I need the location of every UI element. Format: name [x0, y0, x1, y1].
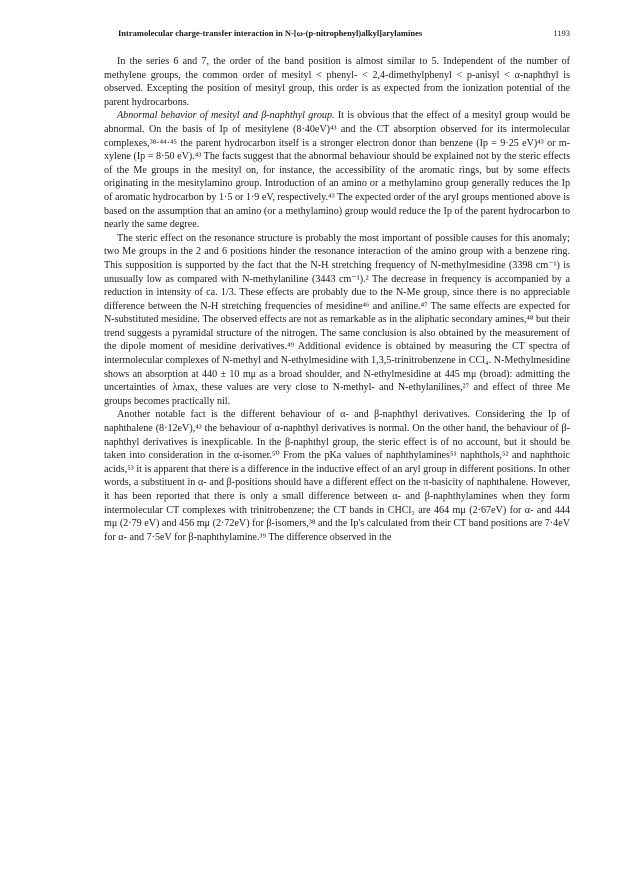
article-body: [104, 55, 570, 544]
running-header-title: Intramolecular charge-transfer interaction in N-[ω-(p-nitrophenyl)alkyl]arylamines: [118, 28, 423, 38]
paragraph-steric-effect: The steric effect on the resonance structure is probably the most important of possible causes for this anomaly; two Me groups in the 2 and 6 positions hinder the resonance interaction of the amino group with a benzene ring. This supposition is supported by the fact that the N-H stretching frequency of N-methylmesidine (3398 cm⁻¹) is unusually low as compared with N-methylaniline (3443 cm⁻¹).² The decrease in frequency is accompanied by a reduction in intensity of ca. 1/3. These effects are probably due to the N-Me group, since there is no appreciable difference between the N-H stretching frequencies of mesidine⁴⁶ and aniline.⁴⁷ The same effects are expected for N-substituted mesidine. The observed effects are not as remarkable as in the aliphatic secondary amines,⁴⁸ but their trend suggests a pyramidal structure of the nitrogen. The same conclusion is also obtained by the measurement of the dipole moment of mesidine derivatives.⁴⁹ Additional evidence is obtained by measuring the CT spectra of intermolecular complexes of N-methyl and N-ethylmesidine with 1,3,5-trinitrobenzene in CCl₄. N-Methylmesidine shows an absorption at 440 ± 10 mμ as a broad shoulder, and N-ethylmesidine at 445 mμ (broad): admitting the uncertainties of λmax, these values are very close to N-methyl- and N-ethylanilines,²⁷ and effect of three Me groups becomes practically nil.: [104, 232, 570, 407]
paragraph-abnormal-behavior: [104, 109, 570, 231]
section-run-in-heading: Abnormal behavior of mesityl and β-naphthyl group.: [117, 110, 335, 122]
page-number: 1193: [553, 28, 570, 38]
paragraph-text: It is obvious that the effect of a mesityl group would be abnormal. On the basis of Ip of mesitylene (8·40eV)⁴³ and the CT absorption observed for its intermolecular complexes,³⁸·⁴⁴·⁴⁵ the parent hydrocarbon itself is a stronger electron donor than benzene (Ip = 9·25 eV)⁴³ or m-xylene (Ip = 8·50 eV).⁴³ The facts suggest that the abnormal behaviour should be explained not by the steric effects of the Me groups in the mesityl on, for instance, the accessibility of the aromatic rings, but by some effects originating in the mesitylamino group. Introduction of an amino or a methylamino group generally reduces the Ip of aromatic hydrocarbon by 1·5 or 1·9 eV, respectively.⁴³ The expected order of the aryl groups mentioned above is based on the assumption that an amino (or a methylamino) group would reduce the Ip of the parent hydrocarbon to nearly the same degree.: [104, 110, 570, 231]
running-header: [104, 26, 570, 40]
paragraph-naphthyl-derivatives: Another notable fact is the different behaviour of α- and β-naphthyl derivatives. Considering the Ip of naphthalene (8·12eV),⁴³ the behaviour of α-naphthyl derivatives is normal. On the other hand, the behaviour of β-naphthyl derivatives is inexplicable. In the β-naphthyl group, the steric effect is of no account, but it should be taken into consideration in the α-isomer.⁵⁰ From the pKa values of naphthylamines⁵¹ naphthols,⁵² and naphthoic acids,⁵³ it is apparent that there is a difference in the inductive effect of an aryl group in different positions. In other words, a substituent in α- and β-positions should have a different effect on the π-basicity of naphthalene. However, it has been reported that there is only a small difference between α- and β-naphthylamines when they form intermolecular CT complexes with trinitrobenzene; the CT bands in CHCl₃ are 464 mμ (2·67eV) for α- and 444 mμ (2·79 eV) and 456 mμ (2·72eV) for β-isomers,³⁸ and the Ip's calculated from their CT band positions are 7·4eV for α- and 7·5eV for β-naphthylamine.³⁹ The difference observed in the: [104, 409, 570, 543]
paragraph-band-order: In the series 6 and 7, the order of the band position is almost similar to 5. Independent of the number of methylene groups, the common order of mesityl < phenyl- < 2,4-dimethylphenyl < p-anisyl < α-naphthyl is observed. Excepting the position of mesityl group, this order is as expected from the ionization potential of the parent hydrocarbons.: [104, 56, 570, 108]
